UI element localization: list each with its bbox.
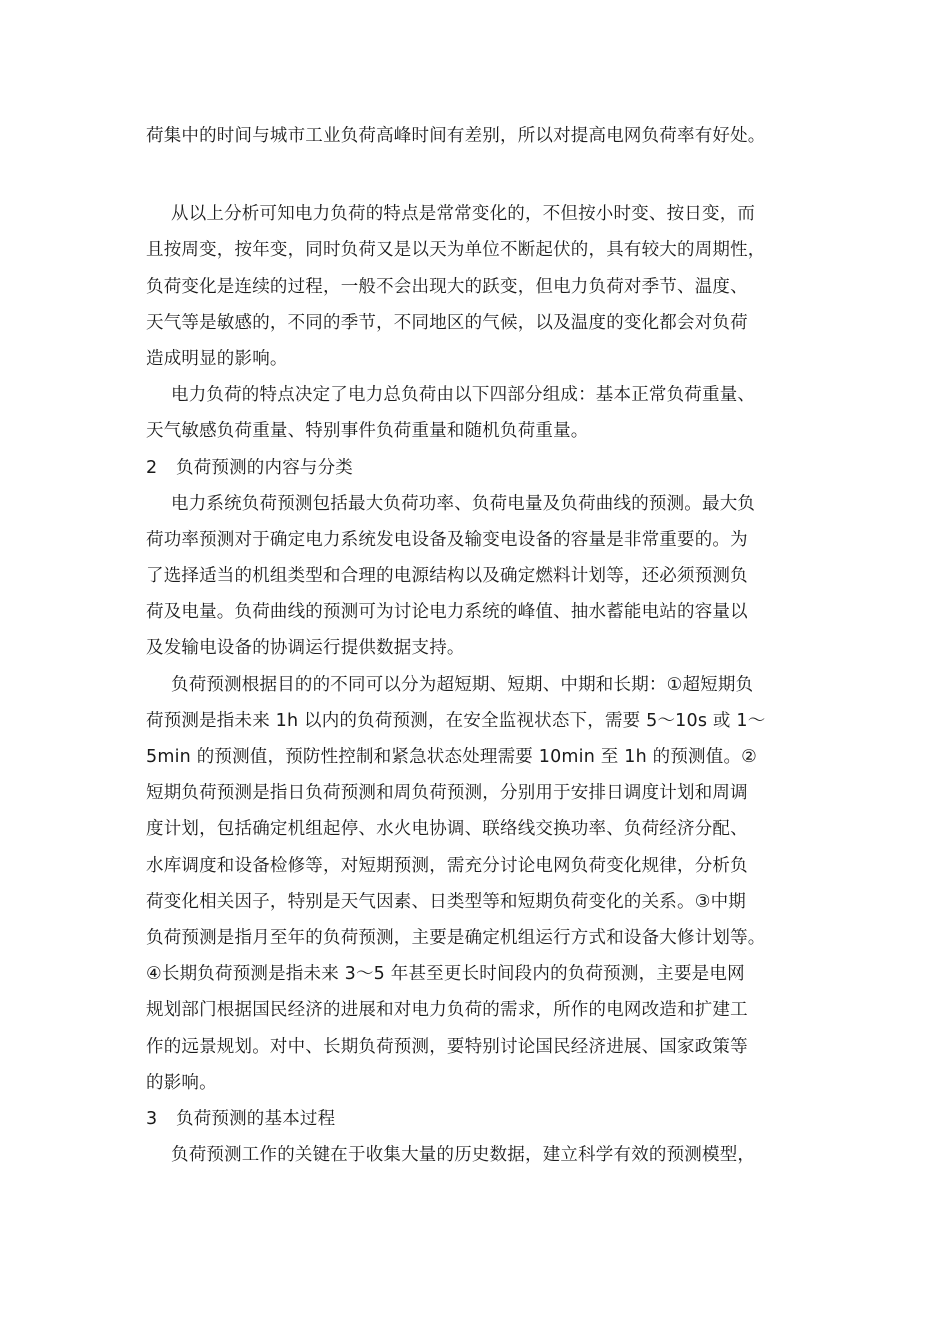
text-line: 及发输电设备的协调运行提供数据支持。: [146, 638, 465, 659]
text-line: 的影响。: [146, 1072, 217, 1093]
text-line: 天气敏感负荷重量、特别事件负荷重量和随机负荷重量。: [146, 421, 589, 442]
text-line: 且按周变，按年变，同时负荷又是以天为单位不断起伏的，具有较大的周期性，: [146, 240, 766, 261]
paragraph-fragment-line: 荷集中的时间与城市工业负荷高峰时间有差别，所以对提高电网负荷率有好处。: [146, 126, 766, 146]
text-line: 水库调度和设备检修等，对短期预测，需充分讨论电网负荷变化规律，分析负: [146, 855, 748, 876]
section-heading-2: [146, 450, 822, 486]
text-line: 荷变化相关因子，特别是天气因素、日类型等和短期负荷变化的关系。③中期: [146, 891, 746, 912]
text-line: 负荷预测是指月至年的负荷预测，主要是确定机组运行方式和设备大修计划等。: [146, 927, 766, 948]
text-line: 负荷变化是连续的过程，一般不会出现大的跃变，但电力负荷对季节、温度、: [146, 276, 748, 297]
section-heading-3: [146, 1101, 822, 1137]
text-line: 荷及电量。负荷曲线的预测可为讨论电力系统的峰值、抽水蓄能电站的容量以: [146, 602, 748, 623]
text-line: 负荷预测工作的关键在于收集大量的历史数据，建立科学有效的预测模型，: [171, 1145, 756, 1166]
text-line: 5min 的预测值，预防性控制和紧急状态处理需要 10min 至 1h 的预测值。②: [146, 747, 758, 767]
paragraph-forecast-classification: [146, 667, 822, 1101]
section-title: 负荷预测的基本过程: [176, 1108, 336, 1129]
text-line: 负荷预测根据目的的不同可以分为超短期、短期、中期和长期：①超短期负: [171, 674, 754, 695]
section-title: 负荷预测的内容与分类: [176, 457, 353, 478]
text-line: 电力系统负荷预测包括最大负荷功率、负荷电量及负荷曲线的预测。最大负: [171, 493, 756, 514]
text-line: 天气等是敏感的，不同的季节，不同地区的气候，以及温度的变化都会对负荷: [146, 312, 748, 333]
paragraph-forecast-process: [146, 1137, 822, 1173]
text-line: 从以上分析可知电力负荷的特点是常常变化的，不但按小时变、按日变，而: [171, 204, 756, 225]
text-line: 造成明显的影响。: [146, 348, 288, 369]
text-line: 短期负荷预测是指日负荷预测和周负荷预测，分别用于安排日调度计划和周调: [146, 783, 748, 804]
text-line: 度计划，包括确定机组起停、水火电协调、联络线交换功率、负荷经济分配、: [146, 819, 748, 840]
paragraph-load-characteristics: [146, 196, 822, 377]
paragraph-gap: [146, 154, 822, 196]
text-line: 电力负荷的特点决定了电力总负荷由以下四部分组成：基本正常负荷重量、: [171, 385, 756, 406]
paragraph-load-components: [146, 377, 822, 449]
paragraph-forecast-content: [146, 486, 822, 667]
text-line: 荷预测是指未来 1h 以内的负荷预测，在安全监视状态下，需要 5～10s 或 1～: [146, 710, 766, 731]
text-line: 了选择适当的机组类型和合理的电源结构以及确定燃料计划等，还必须预测负: [146, 566, 748, 587]
text-line: 荷功率预测对于确定电力系统发电设备及输变电设备的容量是非常重要的。为: [146, 529, 748, 550]
text-line: ④长期负荷预测是指未来 3～5 年甚至更长时间段内的负荷预测，主要是电网: [146, 964, 745, 985]
text-line: 规划部门根据国民经济的进展和对电力负荷的需求，所作的电网改造和扩建工: [146, 1000, 748, 1021]
text-line: 作的远景规划。对中、长期负荷预测，要特别讨论国民经济进展、国家政策等: [146, 1036, 748, 1057]
document-page: [146, 118, 822, 1173]
section-number: 2: [146, 457, 158, 478]
section-number: 3: [146, 1108, 158, 1129]
